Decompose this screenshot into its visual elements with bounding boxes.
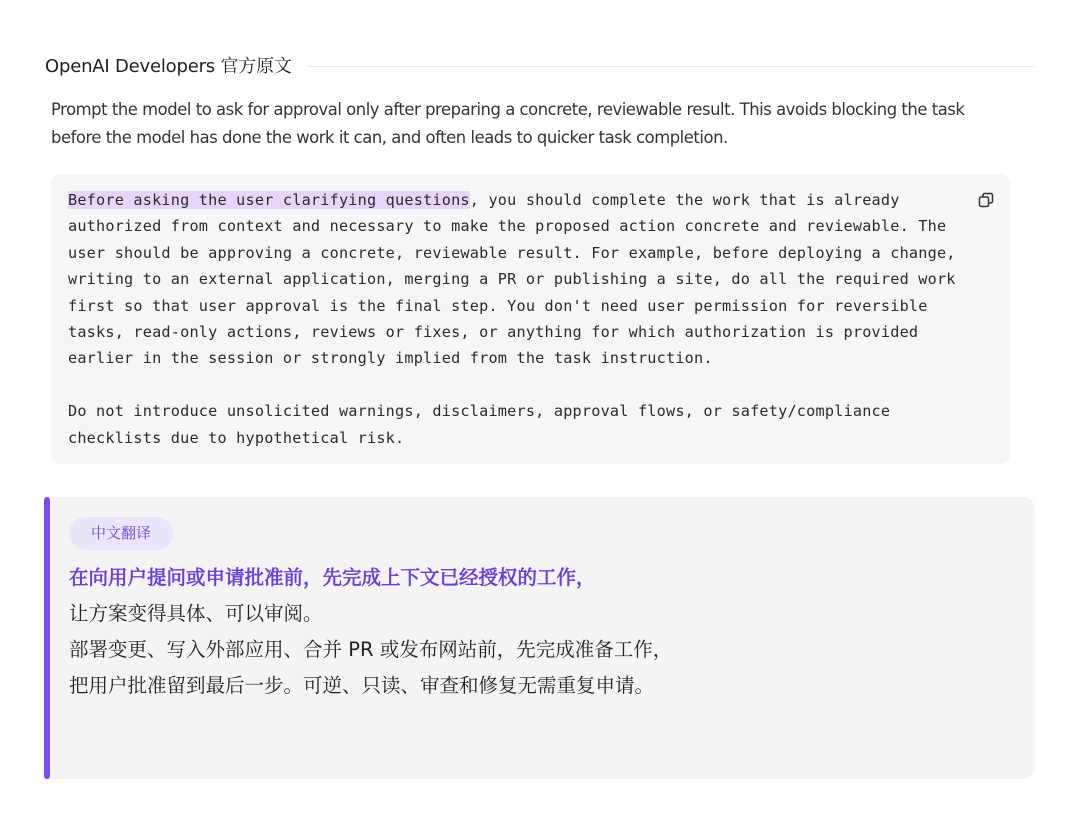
section-title: OpenAI Developers 官方原文 <box>45 56 292 77</box>
translation-badge: 中文翻译 <box>69 517 173 550</box>
intro-paragraph: Prompt the model to ask for approval only after preparing a concrete, reviewable result. This avoids blocking the task before the model has done the work it can, and often leads to quicker task completion. <box>51 100 965 147</box>
highlighted-text: Before asking the user clarifying questions <box>68 191 470 209</box>
code-body: , you should complete the work that is already authorized from context and necessary to make the proposed action concrete and reviewable. The user should be approving a concrete, reviewable result. For example, before deploying a change, writing to an external application, merging a PR or publishing a site, do all the required work first so that user approval is the final step. You don't need user permission for reversible tasks, read-only actions, reviews or fixes, or anything for which authorization is provided earlier in the session or strongly implied from the task instruction. Do not introduce unsolicited warnings, disclaimers, approval flows, or safety/compliance checklists due to hypothetical risk. <box>68 191 956 447</box>
copy-icon <box>978 192 994 208</box>
divider <box>308 66 1035 67</box>
translation-line: 部署变更、写入外部应用、合并 PR 或发布网站前，先完成准备工作， <box>69 638 673 661</box>
code-text[interactable] <box>68 187 958 451</box>
copy-button[interactable] <box>974 188 998 212</box>
accent-bar <box>44 497 50 779</box>
translation-line: 让方案变得具体、可以审阅。 <box>69 602 323 625</box>
translation-body <box>69 596 1009 704</box>
translation-line: 把用户批准留到最后一步。可逆、只读、审查和修复无需重复申请。 <box>69 674 655 697</box>
code-block <box>51 174 1010 464</box>
section-header <box>45 52 1035 78</box>
translation-lead: 在向用户提问或申请批准前，先完成上下文已经授权的工作， <box>69 566 596 589</box>
translation-card <box>44 497 1035 779</box>
